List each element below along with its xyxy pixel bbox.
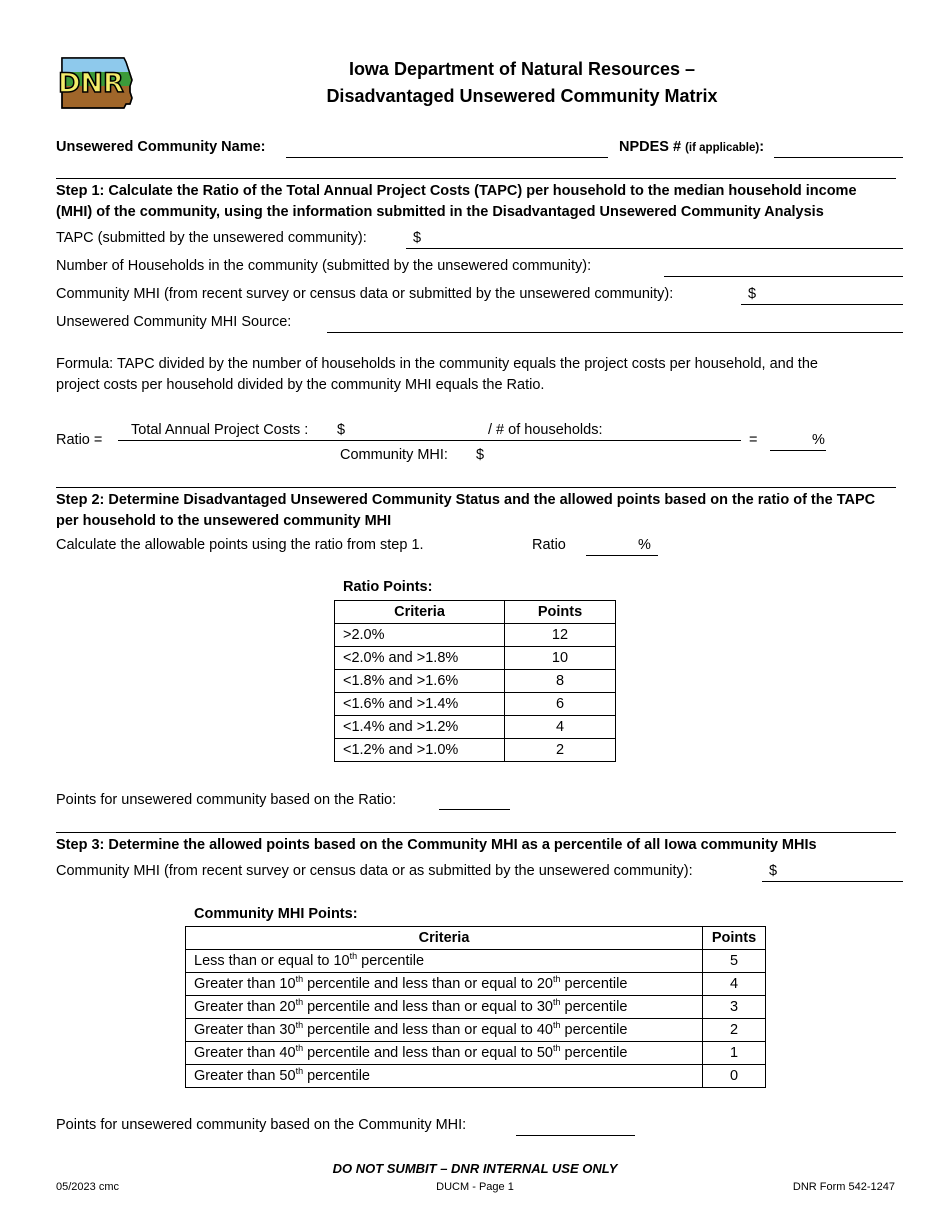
- table-row: [186, 950, 766, 973]
- denominator-label: Community MHI:: [340, 447, 448, 463]
- step1-heading: [56, 181, 857, 223]
- step3-mhi-field[interactable]: [762, 862, 903, 882]
- percent-underline: [812, 450, 826, 451]
- divider: [56, 487, 896, 488]
- criteria-text: Greater than 40: [194, 1045, 296, 1061]
- points-cell: 5: [703, 950, 766, 973]
- step2-heading: [56, 490, 875, 532]
- column-header-points: Points: [505, 601, 616, 624]
- mhi-points-field[interactable]: [516, 1116, 635, 1136]
- criteria-cell: <1.6% and >1.4%: [335, 693, 505, 716]
- table-row: [186, 1065, 766, 1088]
- footer-date: 05/2023 cmc: [56, 1181, 119, 1193]
- column-header-criteria: Criteria: [186, 927, 703, 950]
- criteria-text: Greater than 10: [194, 976, 296, 992]
- tapc-dollar: $: [413, 230, 422, 246]
- column-header-criteria: Criteria: [335, 601, 505, 624]
- step1-heading-line2: (MHI) of the community, using the information submitted in the Disadvantaged Unsewered Community Analysis: [56, 204, 824, 220]
- points-cell: 8: [505, 670, 616, 693]
- criteria-cell: <1.8% and >1.6%: [335, 670, 505, 693]
- criteria-cell: <2.0% and >1.8%: [335, 647, 505, 670]
- table-row: [335, 647, 616, 670]
- table-header-row: [186, 927, 766, 950]
- internal-use-notice: DO NOT SUMBIT – DNR INTERNAL USE ONLY: [332, 1161, 618, 1176]
- numerator-tapc-dollar: $: [337, 422, 346, 438]
- ordinal-suffix: th: [553, 1043, 561, 1054]
- criteria-cell: <1.4% and >1.2%: [335, 716, 505, 739]
- numerator-tapc-label: Total Annual Project Costs :: [131, 422, 309, 438]
- criteria-text: percentile: [560, 1045, 628, 1061]
- criteria-text: percentile and less than or equal to 20: [303, 976, 553, 992]
- community-mhi-field[interactable]: [741, 285, 903, 305]
- table-header-row: [335, 601, 616, 624]
- table-row: [335, 670, 616, 693]
- footer-page: DUCM - Page 1: [436, 1181, 514, 1193]
- households-field[interactable]: [664, 257, 903, 277]
- step2-heading-line1: Step 2: Determine Disadvantaged Unsewered Community Status and the allowed points based on the ratio of the TAPC: [56, 492, 876, 508]
- criteria-text: percentile and less than or equal to 40: [303, 1022, 553, 1038]
- column-header-points: Points: [703, 927, 766, 950]
- table-row: [335, 624, 616, 647]
- formula-text: [56, 354, 818, 396]
- criteria-text: Less than or equal to 10: [194, 953, 350, 969]
- footer-form-number: DNR Form 542-1247: [792, 1181, 895, 1193]
- denominator-dollar: $: [476, 447, 485, 463]
- percent-underline: [638, 555, 658, 556]
- points-cell: 4: [703, 973, 766, 996]
- criteria-text: percentile: [357, 953, 425, 969]
- criteria-cell: [186, 1042, 703, 1065]
- points-cell: 12: [505, 624, 616, 647]
- criteria-text: percentile: [560, 976, 628, 992]
- denominator-field[interactable]: [490, 445, 640, 465]
- community-mhi-dollar: $: [748, 286, 757, 302]
- tapc-label: TAPC (submitted by the unsewered community):: [56, 230, 367, 246]
- criteria-cell: [186, 1065, 703, 1088]
- ordinal-suffix: th: [553, 974, 561, 985]
- divider: [56, 832, 896, 833]
- ordinal-suffix: th: [295, 1020, 304, 1031]
- points-cell: 3: [703, 996, 766, 1019]
- mhi-points-label: Points for unsewered community based on the Community MHI:: [56, 1117, 467, 1133]
- criteria-cell: [186, 973, 703, 996]
- table-row: [186, 996, 766, 1019]
- tapc-field[interactable]: [406, 229, 903, 249]
- npdes-field[interactable]: [774, 138, 903, 158]
- table-row: [186, 973, 766, 996]
- criteria-cell: >2.0%: [335, 624, 505, 647]
- ratio-result-field[interactable]: [770, 431, 812, 451]
- ordinal-suffix: th: [295, 1066, 304, 1077]
- table-row: [186, 1019, 766, 1042]
- step2-ratio-label: Ratio: [532, 537, 566, 553]
- mhi-source-field[interactable]: [327, 313, 903, 333]
- criteria-cell: [186, 1019, 703, 1042]
- step3-heading: Step 3: Determine the allowed points based on the Community MHI as a percentile of all Iowa community MHIs: [56, 837, 817, 853]
- step3-mhi-label: Community MHI (from recent survey or census data or as submitted by the unsewered community):: [56, 863, 693, 879]
- table-row: [335, 693, 616, 716]
- step2-instruction: Calculate the allowable points using the ratio from step 1.: [56, 537, 424, 553]
- numerator-households-field[interactable]: [615, 420, 735, 440]
- points-cell: 4: [505, 716, 616, 739]
- points-cell: 10: [505, 647, 616, 670]
- npdes-label: [619, 138, 764, 157]
- community-name-label: Unsewered Community Name:: [56, 139, 266, 155]
- criteria-text: percentile and less than or equal to 50: [303, 1045, 553, 1061]
- ratio-points-label: Points for unsewered community based on the Ratio:: [56, 792, 397, 808]
- ordinal-suffix: th: [349, 951, 358, 962]
- criteria-text: percentile: [560, 1022, 628, 1038]
- numerator-households-label: / # of households:: [488, 422, 603, 438]
- mhi-points-title: Community MHI Points:: [194, 906, 358, 922]
- ratio-points-table: [334, 600, 616, 762]
- community-mhi-label: Community MHI (from recent survey or census data or submitted by the unsewered community):: [56, 286, 674, 302]
- table-row: [335, 716, 616, 739]
- fraction-bar: [118, 440, 741, 441]
- criteria-cell: [186, 996, 703, 1019]
- title-line-2: Disadvantaged Unsewered Community Matrix: [326, 86, 718, 106]
- criteria-text: Greater than 50: [194, 1068, 296, 1084]
- criteria-cell: [186, 950, 703, 973]
- equals-sign: =: [749, 432, 758, 448]
- table-row: [335, 739, 616, 762]
- criteria-cell: <1.2% and >1.0%: [335, 739, 505, 762]
- formula-line2: project costs per household divided by the community MHI equals the Ratio.: [56, 377, 545, 393]
- ratio-label: Ratio =: [56, 432, 103, 448]
- criteria-text: percentile: [560, 999, 628, 1015]
- step2-ratio-percent: %: [638, 537, 651, 553]
- ordinal-suffix: th: [553, 997, 561, 1008]
- criteria-text: percentile and less than or equal to 30: [303, 999, 553, 1015]
- step1-heading-line1: Step 1: Calculate the Ratio of the Total Annual Project Costs (TAPC) per household to the median household income: [56, 183, 857, 199]
- step3-mhi-dollar: $: [769, 863, 778, 879]
- step2-heading-line2: per household to the unsewered community MHI: [56, 513, 392, 529]
- formula-line1: Formula: TAPC divided by the number of households in the community equals the project costs per household, and the: [56, 356, 818, 372]
- ordinal-suffix: th: [295, 974, 304, 985]
- mhi-source-label: Unsewered Community MHI Source:: [56, 314, 292, 330]
- step2-ratio-field[interactable]: [586, 536, 638, 556]
- npdes-label-text: NPDES #: [619, 139, 682, 155]
- points-cell: 0: [703, 1065, 766, 1088]
- title-line-1: Iowa Department of Natural Resources –: [348, 59, 696, 79]
- households-label: Number of Households in the community (submitted by the unsewered community):: [56, 258, 592, 274]
- criteria-text: percentile: [303, 1068, 370, 1084]
- npdes-note: (if applicable): [685, 142, 760, 154]
- points-cell: 6: [505, 693, 616, 716]
- ordinal-suffix: th: [295, 1043, 304, 1054]
- divider: [56, 178, 896, 179]
- points-cell: 1: [703, 1042, 766, 1065]
- ratio-percent: %: [812, 432, 825, 448]
- ordinal-suffix: th: [295, 997, 304, 1008]
- npdes-colon: :: [759, 139, 765, 155]
- ratio-points-title: Ratio Points:: [343, 579, 433, 595]
- criteria-text: Greater than 20: [194, 999, 296, 1015]
- ratio-points-field[interactable]: [439, 790, 510, 810]
- page-title: [0, 56, 950, 110]
- community-name-field[interactable]: [286, 138, 608, 158]
- svg-text:DNR: DNR: [58, 68, 124, 99]
- table-row: [186, 1042, 766, 1065]
- criteria-text: Greater than 30: [194, 1022, 296, 1038]
- numerator-tapc-field[interactable]: [350, 420, 480, 440]
- points-cell: 2: [505, 739, 616, 762]
- mhi-points-table: [185, 926, 766, 1088]
- ordinal-suffix: th: [553, 1020, 561, 1031]
- points-cell: 2: [703, 1019, 766, 1042]
